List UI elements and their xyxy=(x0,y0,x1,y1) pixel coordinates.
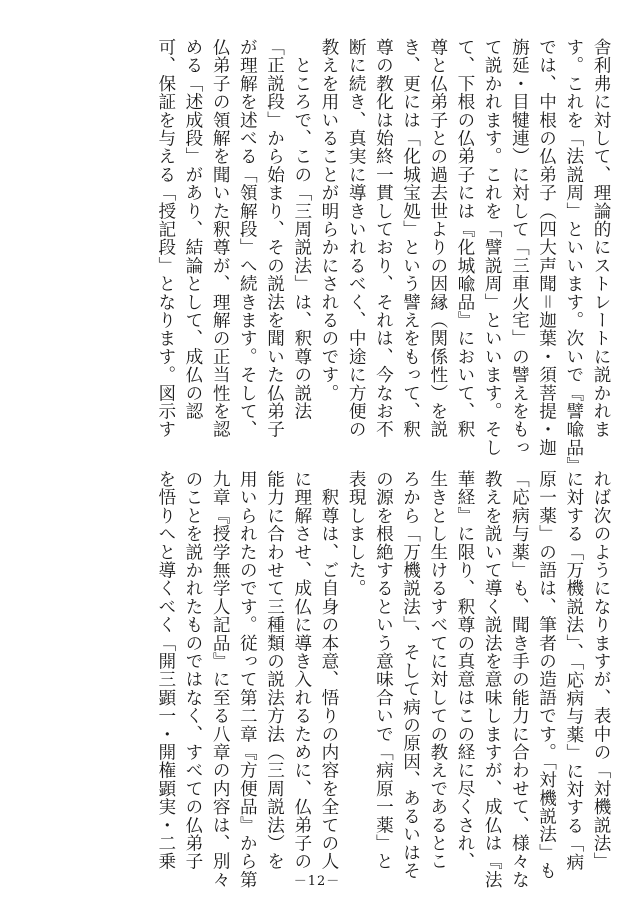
text-line: 能力に合わせて三種類の説法方法（三周説法）を xyxy=(264,470,285,871)
text-line: 舎利弗に対して、理論的にストレートに説かれま xyxy=(591,38,611,439)
page-number: －12－ xyxy=(293,874,341,889)
text-line: き、更には「化城宝処」という譬えをもって、釈 xyxy=(400,38,421,439)
text-line: 釈尊は、ご自身の本意、悟りの内容を全ての人 xyxy=(318,470,339,871)
text-line: 尊の教化は始終一貫しており、それは、今なお不 xyxy=(373,38,394,439)
text-line: 「応病与薬」も、聞き手の能力に合わせて、様々な xyxy=(509,470,530,889)
text-line: が理解を述べる「領解段」へ続きます。そして、 xyxy=(237,38,258,439)
text-line: を悟りへと導くべく「開三顕一・開権顕実・二乗 xyxy=(155,470,176,871)
text-line: 尊と仏弟子との過去世よりの因縁（関係性）を説 xyxy=(427,38,448,439)
text-line: ろから「万機説法」、そして病の原因、あるいはそ xyxy=(400,470,421,880)
text-line: て説かれます。これを「譬説周」といいます。そし xyxy=(482,38,503,457)
text-line: す。これを「法説周」といいます。次いで『譬喩品』 xyxy=(563,38,584,475)
text-line: のことを説かれたものではなく、すべての仏弟子 xyxy=(182,470,203,871)
text-line: て、下根の仏弟子には『化城喩品』において、釈 xyxy=(454,38,475,439)
text-line: 断に続き、真実に導きいれるべく、中途に方便の xyxy=(346,38,367,439)
text-line: に理解させ、成仏に導き入れるために、仏弟子の xyxy=(291,470,312,871)
text-line: 原一薬」の語は、筆者の造語です。「対機説法」も xyxy=(536,470,557,880)
text-line: 教えを説いて導く説法を意味しますが、成仏は『法 xyxy=(482,470,503,889)
text-line: ところで、この「三周説法」は、釈尊の説法 xyxy=(291,38,312,421)
text-line: 用いられたのです。従って第二章『方便品』から第 xyxy=(237,470,258,889)
text-line: れば次のようになりますが、表中の「対機説法」 xyxy=(591,470,611,871)
upper-text-block xyxy=(152,38,614,475)
text-line: に対する「万機説法」、「応病与薬」に対する「病 xyxy=(563,470,584,871)
text-line: める「述成段」があり、結論として、成仏の認 xyxy=(182,38,203,421)
text-line: 仏弟子の領解を聞いた釈尊が、理解の正当性を認 xyxy=(210,38,231,439)
text-line: の源を根絶するという意味合いで「病原一薬」と xyxy=(373,470,394,871)
text-line: では、中根の仏弟子（四大声聞＝迦葉・須菩提・迦 xyxy=(536,38,557,457)
text-line: 九章『授学無学人記品』に至る八章の内容は、別々 xyxy=(210,470,231,889)
text-line: 教えを用いることが明らかにされるのです。 xyxy=(318,38,339,402)
text-line: 「正説段」から始まり、その説法を聞いた仏弟子 xyxy=(264,38,285,439)
text-line: 可、保証を与える「授記段」となります。図示す xyxy=(155,38,176,439)
text-line: 旃延・目犍連）に対して「三車火宅」の譬えをもっ xyxy=(509,38,530,457)
text-line: 華経』に限り、釈尊の真意はこの経に尽くされ、 xyxy=(454,470,475,871)
text-line: 表現しました。 xyxy=(346,470,367,598)
text-line: 生きとし生けるすべてに対しての教えであるとこ xyxy=(427,470,448,871)
